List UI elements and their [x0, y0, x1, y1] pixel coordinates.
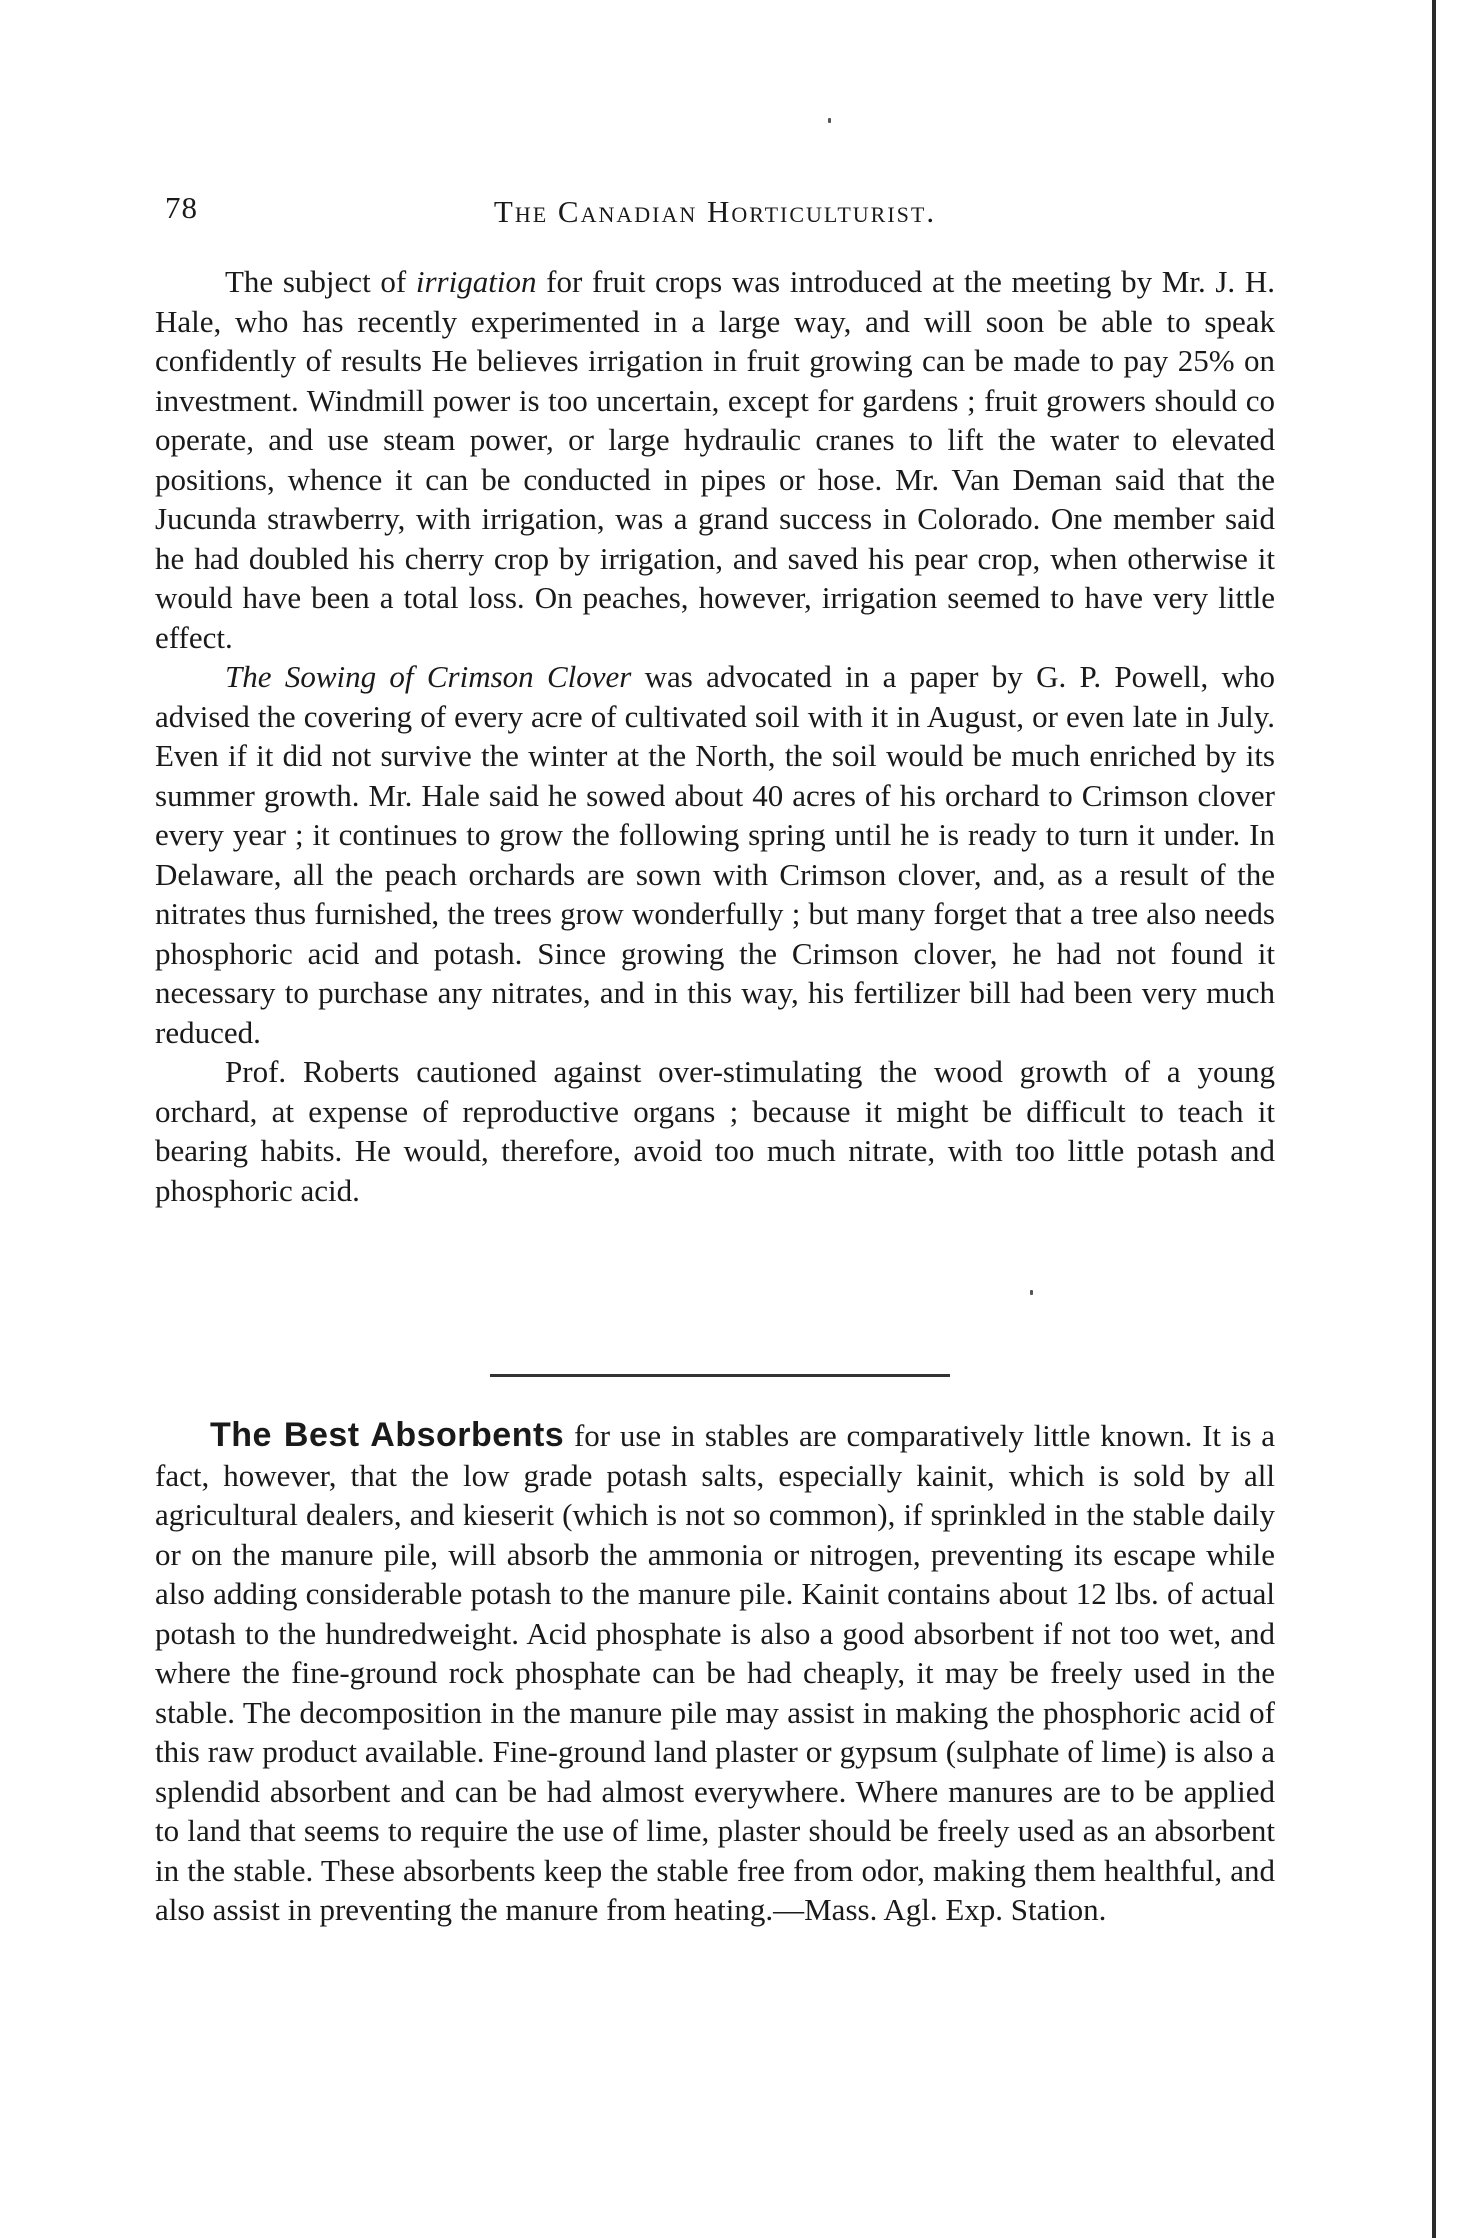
- paragraph-body: for fruit crops was introduced at the meeting by Mr. J. H. Hale, who has recently experimented in a large way, and will soon be able to speak confidently of results He believes irrigation in fruit growing can be made to pay 25% on investment. Windmill power is too uncertain, except for gardens ; fruit growers should co operate, and use steam power, or large hydraulic cranes to lift the water to elevated positions, whence it can be conducted in pipes or hose. Mr. Van Deman said that the Jucunda strawberry, with irrigation, was a grand success in Colorado. One member said he had doubled his cherry crop by irrigation, and saved his pear crop, when otherwise it would have been a total loss. On peaches, however, irrigation seemed to have very little effect.: [155, 264, 1275, 655]
- paragraph-lead-text: The subject of: [225, 264, 416, 299]
- irrigation-article: [155, 262, 1275, 1210]
- paragraph-prof-roberts: [155, 1052, 1275, 1210]
- paragraph-crimson-clover: [155, 657, 1275, 1052]
- absorbents-article: [155, 1416, 1275, 1930]
- print-speck: [828, 118, 831, 123]
- running-title: The Canadian Horticulturist.: [493, 194, 937, 229]
- paragraph-body: for use in stables are comparatively little known. It is a fact, however, that the low grade potash salts, especially kainit, which is sold by all agricultural dealers, and kieserit (which is not so common), if sprinkled in the stable daily or on the manure pile, will absorb the ammonia or nitrogen, preventing its escape while also adding considerable potash to the manure pile. Kainit contains about 12 lbs. of actual potash to the hundredweight. Acid phosphate is also a good absorbent if not too wet, and where the fine-ground rock phosphate can be had cheaply, it may be freely used in the stable. The decomposition in the manure pile may assist in making the phosphoric acid of this raw product available. Fine-ground land plaster or gypsum (sulphate of lime) is also a splendid absorbent and can be had almost everywhere. Where manures are to be applied to land that seems to require the use of lime, plaster should be freely used as an absorbent in the stable. These absorbents keep the stable free from odor, making them healthful, and also assist in preventing the manure from heating.—Mass. Agl. Exp. Station.: [155, 1418, 1275, 1927]
- article-lead-heading: The Best Absorbents: [210, 1416, 565, 1454]
- section-divider: [490, 1374, 950, 1377]
- italic-term: irrigation: [415, 264, 537, 299]
- paragraph-absorbents: [155, 1416, 1275, 1930]
- print-speck: [1030, 1290, 1033, 1295]
- page-number: 78: [165, 190, 198, 225]
- italic-title: The Sowing of Crimson Clover: [225, 659, 632, 694]
- paragraph-irrigation: [155, 262, 1275, 657]
- paragraph-body: was advocated in a paper by G. P. Powell, who advised the covering of every acre of cultivated soil with it in August, or even late in July. Even if it did not survive the winter at the North, the soil would be much enriched by its summer growth. Mr. Hale said he sowed about 40 acres of his orchard to Crimson clover every year ; it continues to grow the following spring until he is ready to turn it under. In Delaware, all the peach orchards are sown with Crimson clover, and, as a result of the nitrates thus furnished, the trees grow wonderfully ; but many forget that a tree also needs phosphoric acid and potash. Since growing the Crimson clover, he had not found it necessary to purchase any nitrates, and in this way, his fertilizer bill had been very much reduced.: [155, 659, 1275, 1050]
- page-edge-shadow: [1432, 0, 1436, 2238]
- paragraph-body: Prof. Roberts cautioned against over-stimulating the wood growth of a young orchard, at expense of reproductive organs ; because it might be difficult to teach it bearing habits. He would, therefore, avoid too much nitrate, with too little potash and phosphoric acid.: [155, 1054, 1275, 1208]
- page-header: [155, 190, 1275, 240]
